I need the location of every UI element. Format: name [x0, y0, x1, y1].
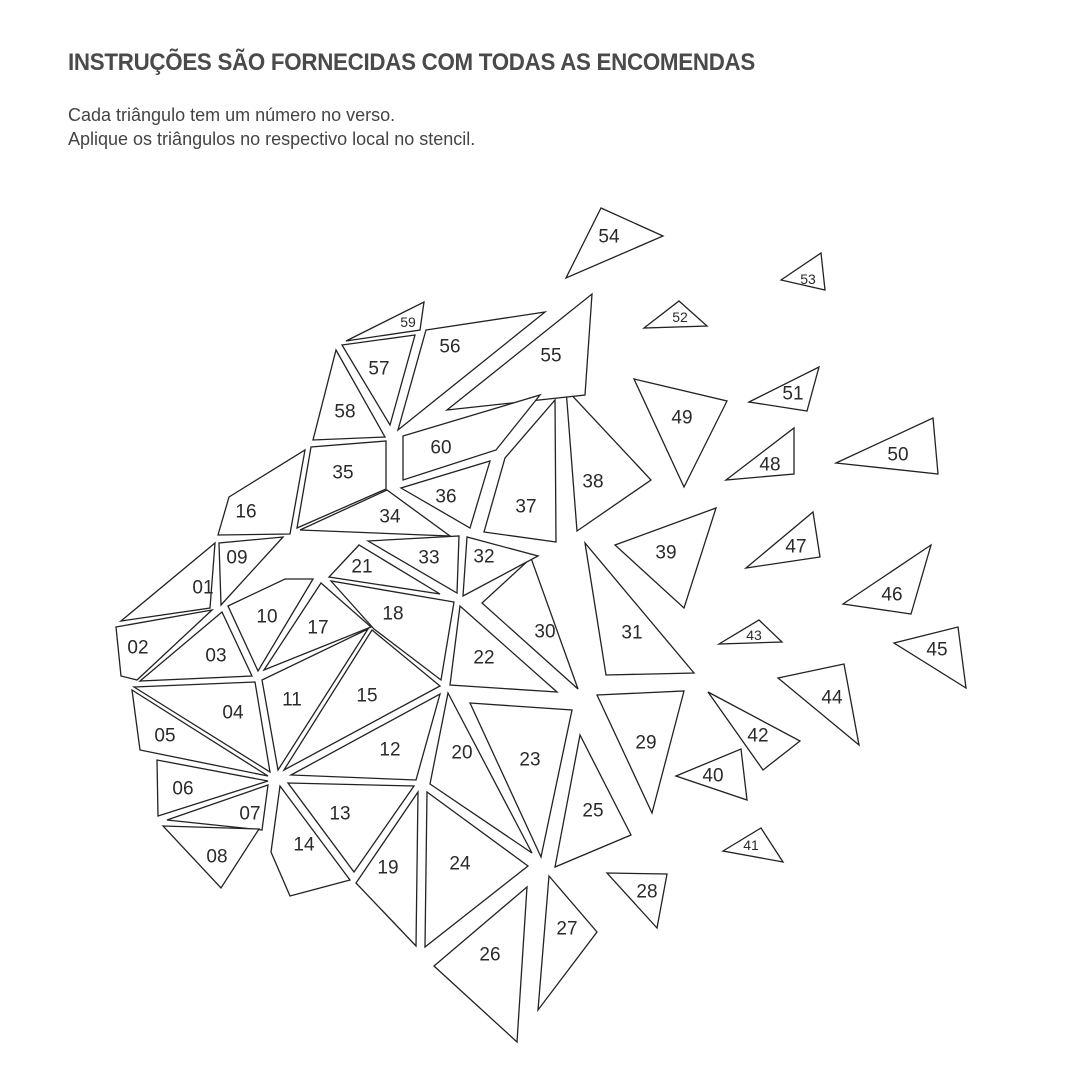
triangle-piece-25	[555, 735, 631, 867]
triangle-shape-44	[778, 664, 859, 745]
triangle-number-21: 21	[351, 556, 373, 578]
triangle-piece-48	[726, 428, 794, 480]
triangle-number-26: 26	[479, 944, 501, 966]
triangle-number-22: 22	[473, 647, 495, 669]
triangle-shape-47	[746, 512, 820, 568]
triangle-piece-01	[121, 543, 215, 621]
triangle-number-14: 14	[293, 834, 315, 856]
triangle-number-42: 42	[747, 725, 769, 747]
triangle-number-30: 30	[534, 621, 556, 643]
triangle-number-19: 19	[377, 857, 399, 879]
triangle-shape-16	[218, 450, 305, 535]
triangle-piece-47	[746, 512, 820, 568]
instruction-line-1: Cada triângulo tem um número no verso.	[68, 105, 396, 125]
triangle-number-10: 10	[256, 606, 278, 628]
triangle-piece-43	[719, 620, 782, 644]
triangle-number-27: 27	[556, 918, 578, 940]
triangle-number-32: 32	[473, 546, 495, 568]
triangle-number-60: 60	[430, 437, 452, 459]
triangle-number-07: 07	[239, 803, 261, 825]
triangle-number-28: 28	[636, 881, 658, 903]
triangle-piece-16	[218, 450, 305, 535]
triangle-number-50: 50	[887, 444, 909, 466]
triangle-piece-44	[778, 664, 859, 745]
triangle-number-33: 33	[418, 547, 440, 569]
triangle-shape-27	[538, 876, 597, 1010]
triangle-number-23: 23	[519, 749, 541, 771]
triangle-piece-41	[723, 828, 783, 862]
triangle-number-58: 58	[334, 401, 356, 423]
triangle-number-54: 54	[598, 226, 620, 248]
triangle-piece-40	[676, 749, 747, 800]
triangle-piece-52	[644, 301, 707, 328]
triangle-number-03: 03	[205, 645, 227, 667]
triangle-piece-45	[894, 627, 966, 688]
triangle-number-13: 13	[329, 803, 351, 825]
heading: INSTRUÇÕES SÃO FORNECIDAS COM TODAS AS ENCOMENDAS	[68, 49, 755, 76]
triangle-number-36: 36	[435, 486, 457, 508]
triangle-number-48: 48	[759, 454, 781, 476]
triangle-number-46: 46	[881, 584, 903, 606]
triangle-number-39: 39	[655, 542, 677, 564]
triangle-number-45: 45	[926, 639, 948, 661]
triangle-piece-46	[843, 545, 931, 614]
triangle-piece-49	[634, 379, 727, 487]
triangle-number-05: 05	[154, 725, 176, 747]
triangle-piece-39	[615, 508, 716, 608]
triangle-number-24: 24	[449, 853, 471, 875]
triangle-number-25: 25	[582, 800, 604, 822]
triangle-number-01: 01	[192, 577, 214, 599]
triangle-piece-28	[607, 873, 667, 928]
instruction-line-2: Aplique os triângulos no respectivo local no stencil.	[68, 129, 476, 149]
triangle-piece-54	[566, 208, 663, 278]
triangle-number-55: 55	[540, 345, 562, 367]
triangle-number-59: 59	[400, 314, 416, 330]
triangle-number-35: 35	[332, 462, 354, 484]
triangle-number-52: 52	[672, 309, 688, 325]
triangle-piece-38	[566, 389, 651, 531]
triangle-number-31: 31	[621, 622, 643, 644]
triangle-number-17: 17	[307, 617, 329, 639]
triangle-number-47: 47	[785, 536, 807, 558]
triangle-piece-08	[163, 826, 259, 888]
triangle-number-43: 43	[746, 627, 762, 643]
triangle-number-38: 38	[582, 471, 604, 493]
triangle-number-49: 49	[671, 407, 693, 429]
triangle-piece-27	[538, 876, 597, 1010]
triangle-number-02: 02	[127, 637, 149, 659]
triangle-number-53: 53	[800, 271, 816, 287]
triangle-number-20: 20	[451, 742, 473, 764]
triangle-number-51: 51	[782, 383, 804, 405]
triangle-shape-49	[634, 379, 727, 487]
triangle-piece-51	[749, 367, 819, 411]
triangle-number-15: 15	[356, 685, 378, 707]
triangle-number-41: 41	[743, 837, 759, 853]
triangle-number-08: 08	[206, 846, 228, 868]
triangle-shape-38	[566, 389, 651, 531]
triangle-number-06: 06	[172, 778, 194, 800]
triangle-number-11: 11	[282, 689, 302, 711]
triangle-piece-53	[781, 253, 825, 290]
triangle-number-29: 29	[635, 732, 657, 754]
triangle-number-57: 57	[368, 358, 390, 380]
triangle-number-04: 04	[222, 702, 244, 724]
triangle-number-09: 09	[226, 547, 248, 569]
triangle-number-34: 34	[379, 506, 401, 528]
triangle-number-56: 56	[439, 336, 461, 358]
triangle-number-16: 16	[235, 501, 257, 523]
triangle-number-40: 40	[702, 765, 724, 787]
triangle-number-37: 37	[515, 496, 537, 518]
triangle-number-18: 18	[382, 603, 404, 625]
triangle-number-44: 44	[821, 687, 843, 709]
triangle-number-12: 12	[379, 739, 401, 761]
triangle-piece-50	[836, 418, 938, 474]
